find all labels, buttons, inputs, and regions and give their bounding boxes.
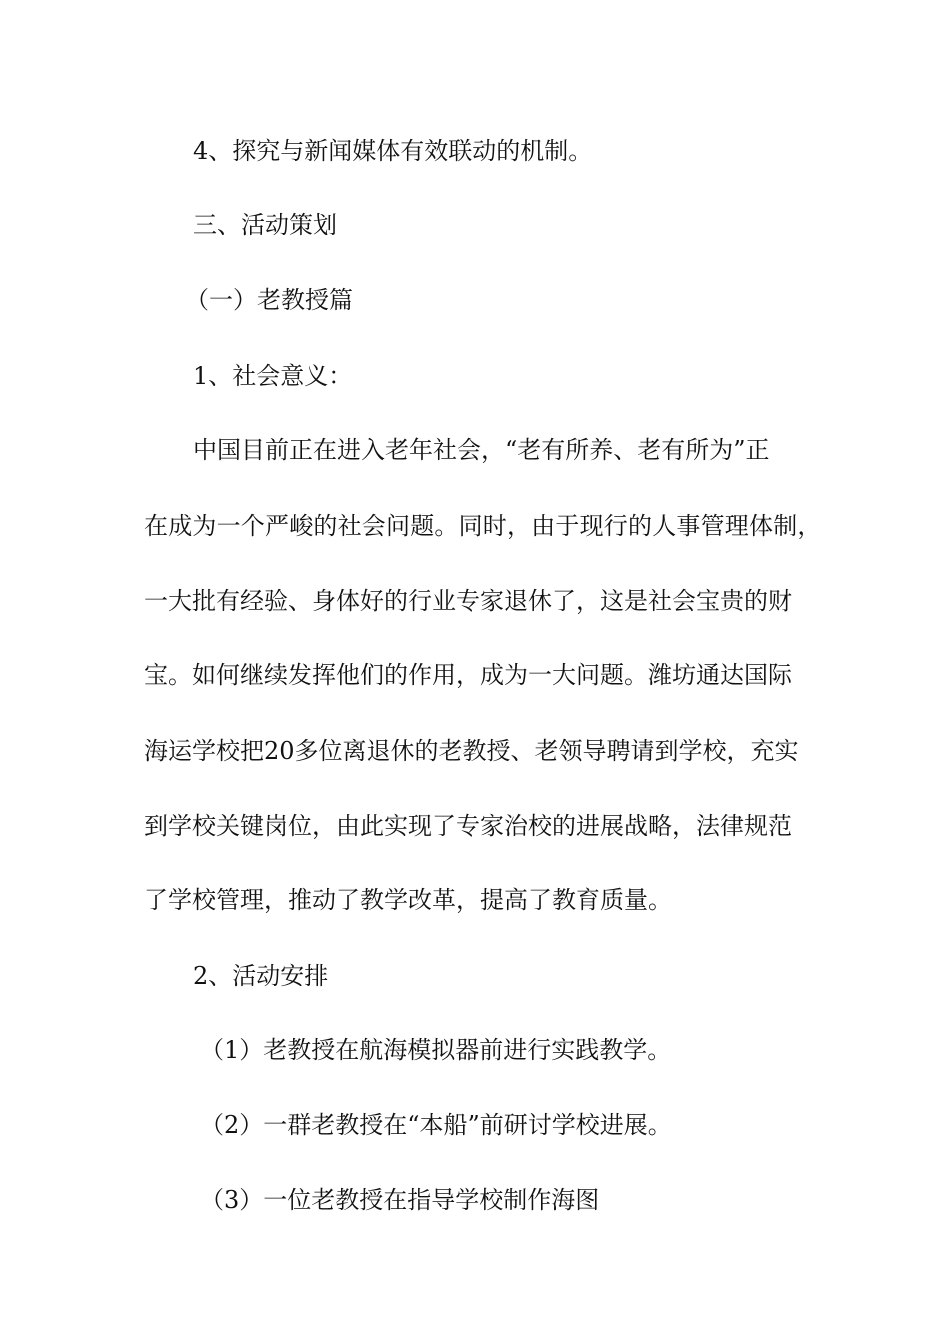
subsection-heading-professors: （一）老教授篇: [185, 286, 353, 314]
heading-activity-arrangement: 2、活动安排: [193, 962, 329, 990]
paragraph-line: 在成为一个严峻的社会问题。同时，由于现行的人事管理体制，: [144, 512, 822, 540]
paragraph-line: 宝。如何继续发挥他们的作用，成为一大问题。潍坊通达国际: [144, 661, 792, 689]
list-item: （3）一位老教授在指导学校制作海图: [200, 1186, 600, 1214]
paragraph-line: 中国目前正在进入老年社会，“老有所养、老有所为”正: [193, 436, 770, 464]
heading-social-significance: 1、社会意义：: [193, 362, 353, 390]
paragraph-line: 一大批有经验、身体好的行业专家退休了，这是社会宝贵的财: [144, 587, 792, 615]
paragraph-line: 到学校关键岗位，由此实现了专家治校的进展战略，法律规范: [144, 812, 792, 840]
list-item: （2）一群老教授在“本船”前研讨学校进展。: [200, 1111, 672, 1139]
section-heading-activity-plan: 三、活动策划: [193, 211, 337, 239]
list-item-4: 4、探究与新闻媒体有效联动的机制。: [193, 137, 593, 165]
paragraph-line: 海运学校把20多位离退休的老教授、老领导聘请到学校，充实: [144, 737, 799, 765]
paragraph-line: 了学校管理，推动了教学改革，提高了教育质量。: [144, 886, 672, 914]
list-item: （1）老教授在航海模拟器前进行实践教学。: [200, 1036, 672, 1064]
